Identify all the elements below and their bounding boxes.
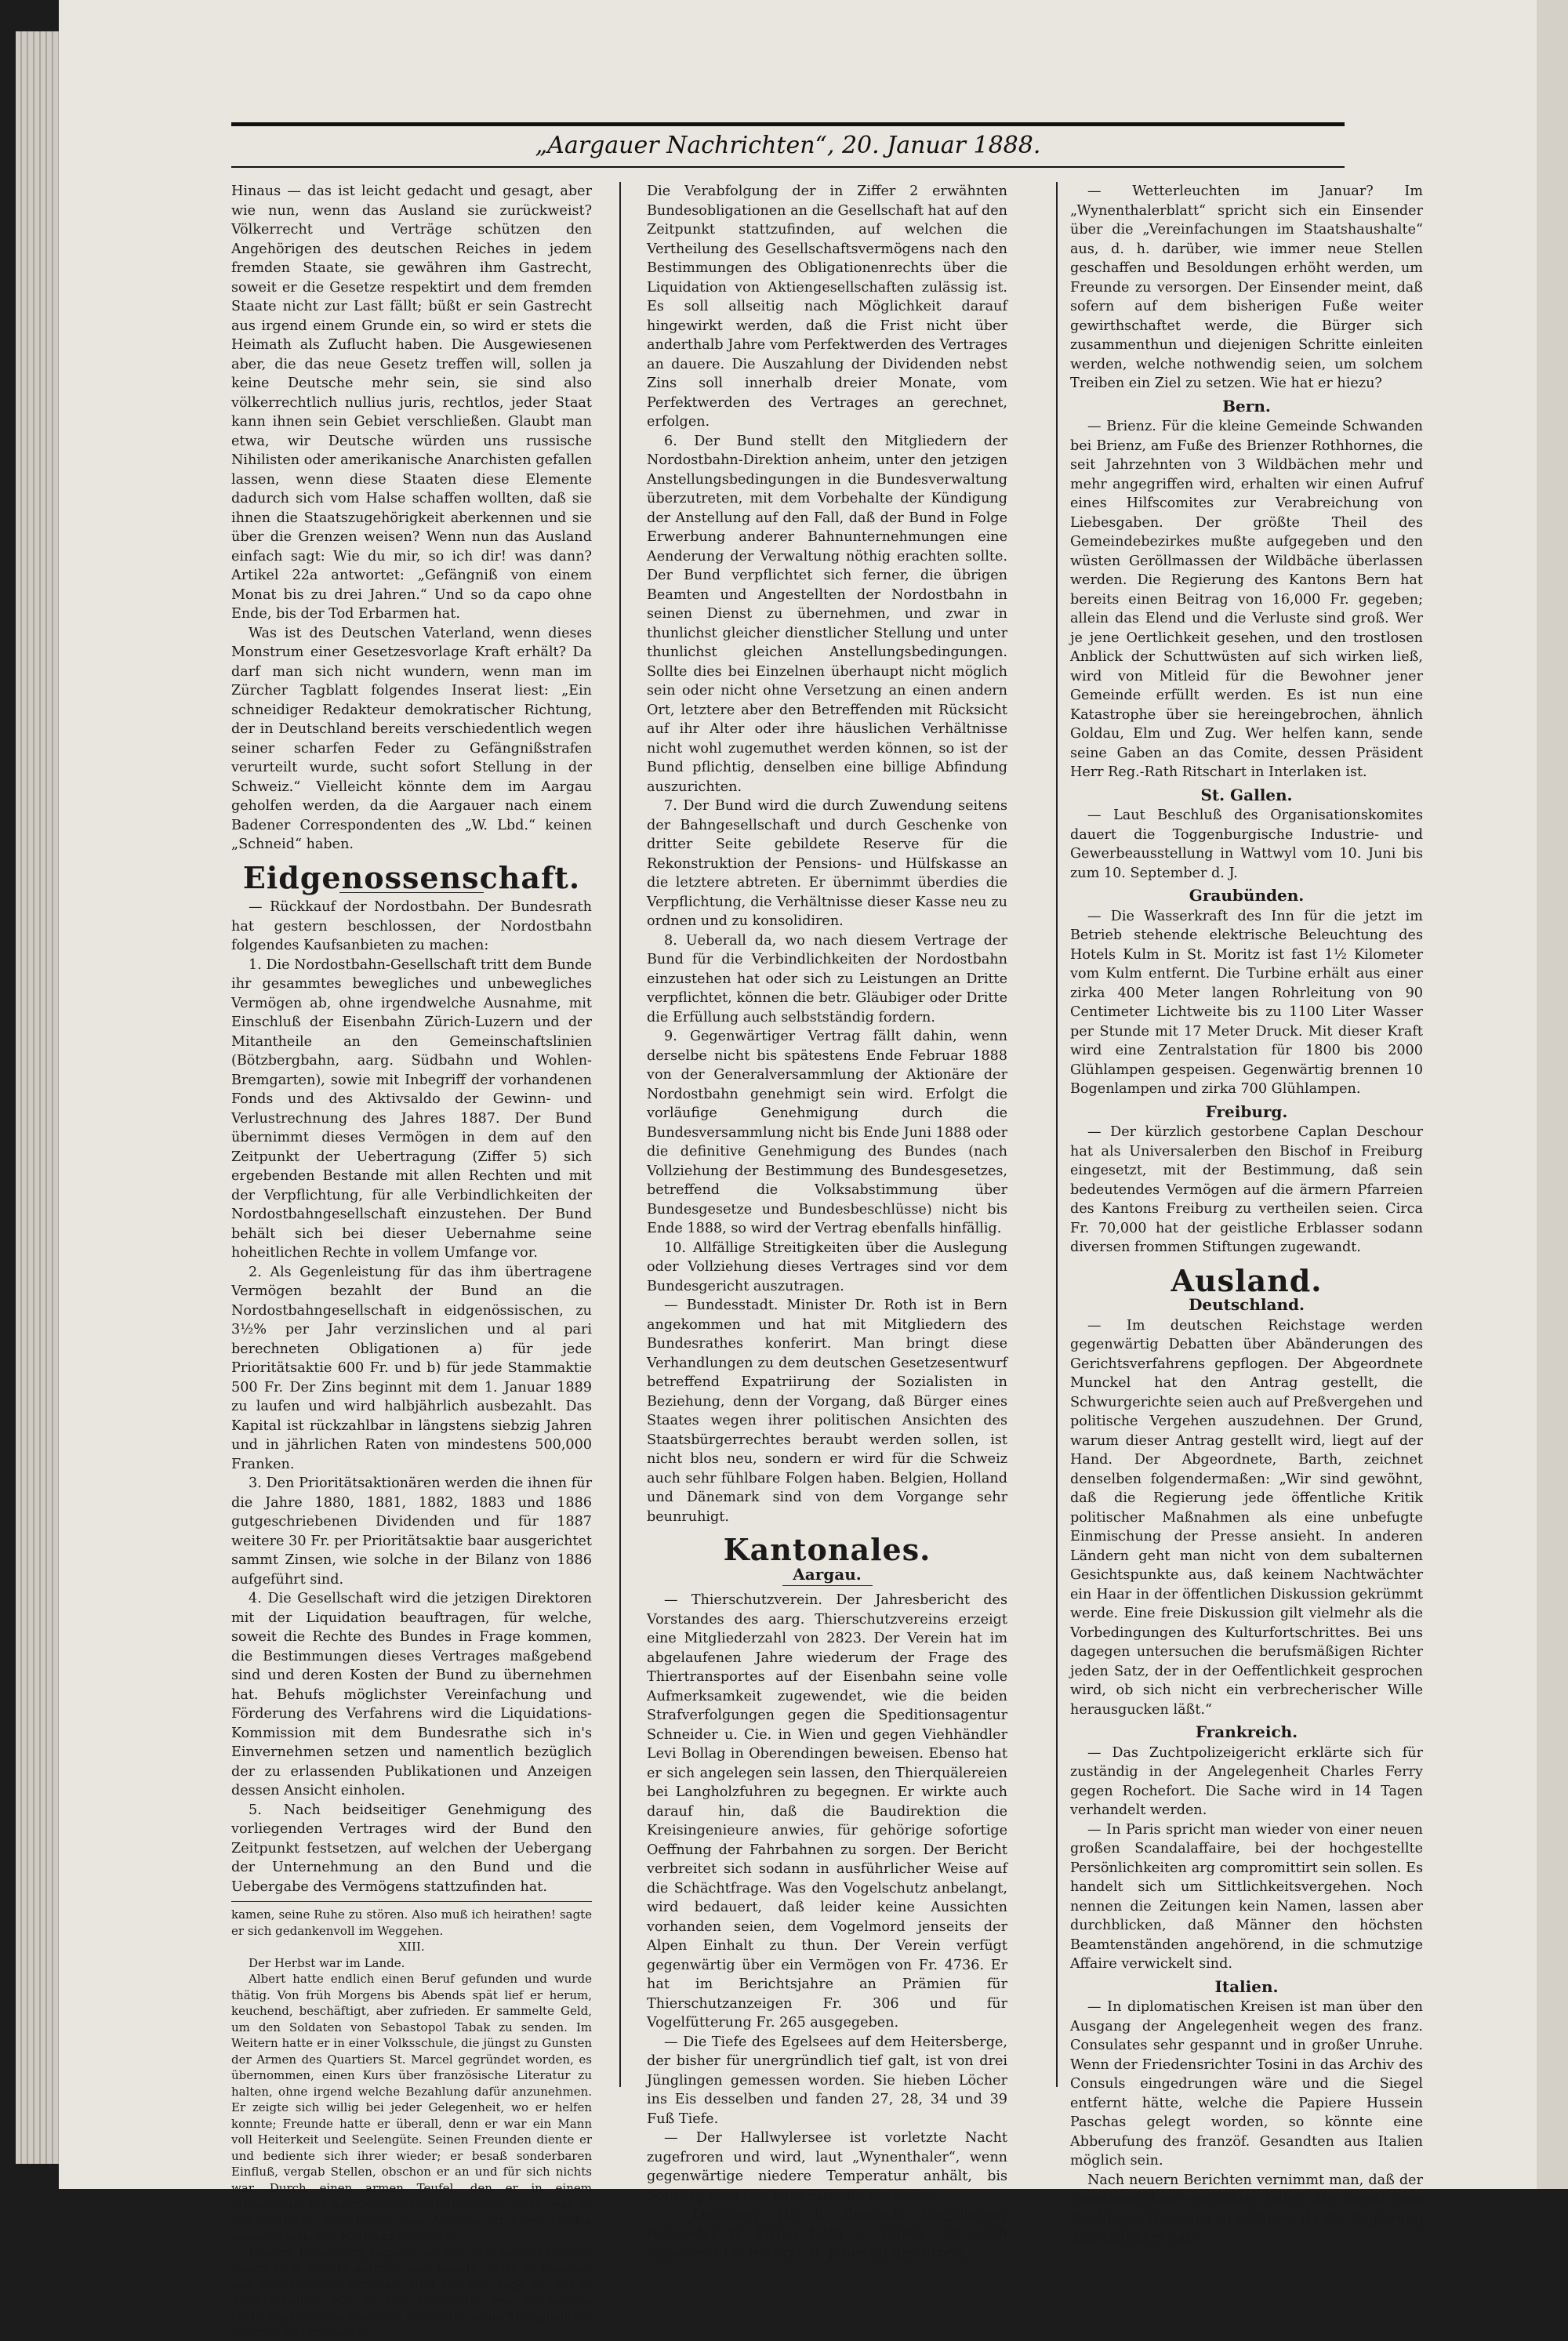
article-paragraph: — In diplomatischen Kreisen ist man über den Ausgang der Angelegenheit wegen des franz. Consulates sehr gespannt und in großer Unruhe. Wenn der Friedensrichter Tosini in das Archiv des Consuls eingedrungen wäre und die Siegel entfernt hätte, welche die Papiere Hussein Paschas gelegt worden, so könnte eine Abberufung des franzöf. Gesandten aus Italien möglich sein. bbox=[1070, 1999, 1423, 2169]
article-paragraph: 1. Die Nordostbahn-Gesellschaft tritt dem Bunde ihr gesammtes bewegliches und unbewegliches Vermögen ab, ohne irgendwelche Ausnahme, mit Einschluß der Eisenbahn Zürich-Luzern und der Mitantheile an den Gemeinschaftslinien (Bötzbergbahn, aarg. Südbahn und Wohlen-Bremgarten), sowie mit Inbegriff der vorhandenen Fonds und des Aktivsaldo der Gewinn- und Verlustrechnung des Jahres 1887. Der Bund übernimmt dieses Vermögen in dem auf den Zeitpunkt der Uebertragung (Ziffer 5) sich ergebenden Bestande mit allen Rechten und mit der Verpflichtung, für alle Verbindlichkeiten der Nordostbahngesellschaft einzustehen. Der Bund behält sich bei dieser Uebernahme seine hoheitlichen Rechte in vollem Umfange vor. bbox=[231, 956, 592, 1261]
subsection-heading: Freiburg. bbox=[1205, 1102, 1288, 1121]
article-paragraph: — Rückkauf der Nordostbahn. Der Bundesrath hat gestern beschlossen, der Nordostbahn folgendes Kaufsanbieten zu machen: bbox=[231, 899, 592, 953]
feuilleton-paragraph: Der Herbst war im Lande. bbox=[249, 1955, 405, 1970]
subsection-heading: St. Gallen. bbox=[1200, 785, 1293, 804]
feuilleton-chapter: XIII. bbox=[398, 1940, 425, 1954]
feuilleton-paragraph: Unsern Bekannten Rigault, so wie alle seine Freunde, denen er in Nichts nützlich sein konnte, hatte er gänzlich aus dem Gesichte verloren. Und von den Tage an, wo er Alles erhalten, was er sich vorgesetzt, war sie seinem Gedächtnisse entschwunden, da er für seine Thätigkeit ein anderes Ziel gefunden. bbox=[231, 2245, 592, 2339]
feuilleton-paragraph: Albert hatte endlich einen Beruf gefunden und wurde thätig. Von früh Morgens bis Abends spät lief er herum, keuchend, beschäftigt, aber zufrieden. Er sammelte Geld, um den Soldaten von Sebastopol Tabak zu senden. Im Weitern hatte er in einer Volksschule, die jüngst zu Gunsten der Armen des Quartiers St. Marcel gegründet worden, es übernommen, einen Kurs über französische Literatur zu halten, ohne irgend welche Bezahlung dafür anzunehmen. Er zeigte sich willig bei jeder Gelegenheit, wo er helfen konnte; Freunde hatte er überall, denn er war ein Mann voll Heiterkeit und Seelengüte. Seinen Freunden diente er und bediente sich ihrer wieder; er besaß sonderbaren Einfluß, vergab Stellen, obschon er an und für sich nichts war. Durch einen armen Teufel, den er in einem Ministerium als Kanzleidiener untergebracht hatte, war es ihm geglückt, vom Kaiser eine Audienz für einen Genfer auszuwirken, den Millionär geworden. bbox=[231, 1972, 592, 2243]
column-1 bbox=[231, 182, 592, 2339]
article-paragraph: — Wetterleuchten im Januar? Im „Wynenthalerblatt“ spricht sich ein Einsender über die „Vereinfachungen im Staatshaushalte“ aus, d. h. darüber, wie immer neue Stellen geschaffen und Besoldungen erhöht werden, um Freunde zu versorgen. Der Einsender meint, daß sofern auf dem bisherigen Fuße weiter gewirthschaftet werde, die Bürger sich zusammenthun und diejenigen Schritte einleiten werden, welche nothwendig seien, um solchem Treiben ein Ziel zu setzen. Wie hat er hiezu? bbox=[1070, 183, 1423, 391]
article-paragraph: Hinaus — das ist leicht gedacht und gesagt, aber wie nun, wenn das Ausland sie zurückweist? Völkerrecht und Verträge schützen den Angehörigen des deutschen Reiches in jedem fremden Staate, sie gewähren ihm Gastrecht, soweit er die Gesetze respektirt und dem fremden Staate nicht zur Last fällt; büßt er sein Gastrecht aus irgend einem Grunde ein, so wird er stets die Heimath als Zuflucht haben. Die Ausgewiesenen aber, die das neue Gesetz treffen will, sollen ja keine Deutsche mehr sein, sie sind also völkerrechtlich nullius juris, rechtlos, jeder Staat kann ihnen sein Gebiet verschließen. Glaubt man etwa, wir Deutsche würden uns russische Nihilisten oder amerikanische Anarchisten gefallen lassen, wenn diese Staaten diese Elemente dadurch sich vom Halse schaffen wollten, daß sie ihnen die Staatszugehörigkeit aberkennen und sie über die Grenzen weisen? Wenn nun das Ausland einfach sagt: Wie du mir, so ich dir! was dann? Artikel 22a antwortet: „Gefängniß von einem Monat bis zu drei Jahren.“ Und so da capo ohne Ende, bis der Tod Erbarmen hat. bbox=[231, 183, 592, 622]
subsection-heading: Italien. bbox=[1214, 1976, 1279, 1996]
article-paragraph: — Das Zuchtpolizeigericht erklärte sich für zuständig in der Angelegenheit Charles Ferry gegen Rochefort. Die Sache wird in 14 Tagen verhandelt werden. bbox=[1070, 1744, 1423, 1818]
article-paragraph: Nach neuern Berichten vernimmt man, daß der Friedensrichter verzichtet habe, die Siegel vom Nachlasse Husseins zu nehmen, da die Regierung dies befohlen habe. bbox=[1070, 2172, 1423, 2245]
article-paragraph: — Laut Beschluß des Organisationskomites dauert die Toggenburgische Industrie- und Gewerbeausstellung in Wattwyl vom 10. Juni bis zum 10. September d. J. bbox=[1070, 808, 1423, 881]
divider bbox=[782, 1585, 873, 1586]
page-header bbox=[231, 118, 1345, 171]
article-paragraph: — Die Tiefe des Egelsees auf dem Heitersberge, der bisher für unergründlich tief galt, ist von drei Jünglingen gemessen worden. Sie hieben Löcher ins Eis desselben und fanden 27, 28, 34 und 39 Fuß Tiefe. bbox=[647, 2034, 1007, 2127]
article-paragraph: Die Verabfolgung der in Ziffer 2 erwähnten Bundesobligationen an die Gesellschaft hat auf den Zeitpunkt stattzufinden, auf welchen die Vertheilung des Gesellschaftsvermögens nach den Bestimmungen des Obligationenrechts über die Liquidation von Aktiengesellschaften zulässig ist. Es soll allseitig nach Möglichkeit darauf hingewirkt werden, daß die Frist nicht über anderthalb Jahre vom Perfektwerden des Vertrages an dauere. Die Auszahlung der Dividenden nebst Zins soll innerhalb dreier Monate, vom Perfektwerden des Vertrages an gerechnet, erfolgen. bbox=[647, 183, 1007, 430]
article-paragraph: Was ist des Deutschen Vaterland, wenn dieses Monstrum einer Gesetzesvorlage Kraft erhält? Da darf man sich nicht wundern, wenn man im Zürcher Tagblatt folgendes Inserat liest: „Ein schneidiger Redakteur demokratischer Richtung, der in Deutschland bereits verschiedentlich wegen seiner scharfen Feder zu Gefängnißstrafen verurteilt wurde, sucht sofort Stellung in der Schweiz.“ Vielleicht könnte dem im Aargau geholfen werden, da die Aargauer nach einem Badener Correspondenten des „W. Lbd.“ keinen „Schneid“ haben. bbox=[231, 625, 592, 852]
article-paragraph: 8. Ueberall da, wo nach diesem Vertrage der Bund für die Verbindlichkeiten der Nordostbahn einzustehen hat oder sich zu Leistungen an Dritte verpflichtet, können die betr. Gläubiger oder Dritte die Erfüllung auch selbstständig fordern. bbox=[647, 932, 1007, 1025]
subsection-heading: Graubünden. bbox=[1189, 886, 1305, 905]
article-paragraph: 3. Den Prioritätsaktionären werden die ihnen für die Jahre 1880, 1881, 1882, 1883 und 1886 gutgeschriebenen Dividenden und für 1887 weitere 30 Fr. per Prioritätsaktie baar ausgerichtet sammt Zinsen, wie solche in der Bilanz von 1886 aufgeführt sind. bbox=[231, 1475, 592, 1588]
article-paragraph: 2. Als Gegenleistung für das ihm übertragene Vermögen bezahlt der Bund an die Nordostbahngesellschaft in eidgenössischen, zu 3½% per Jahr verzinslichen und al pari berechneten Obligationen a) für jede Prioritätsaktie 600 Fr. und b) für jede Stammaktie 500 Fr. Der Zins beginnt mit dem 1. Januar 1889 zu laufen und wird halbjährlich ausbezahlt. Das Kapital ist rückzahlbar in längstens siebzig Jahren und in jährlichen Raten von mindestens 500,000 Franken. bbox=[231, 1264, 592, 1472]
column-divider bbox=[619, 182, 621, 2087]
article-paragraph: — Lenzburg. Hr. B. Bonäsch, langjähriger Reisender in Firma Roth u. Comp., ist nach schwerem Leiden erst 48 Jahre alt gestorben. bbox=[647, 2207, 1007, 2261]
article-paragraph: — Im deutschen Reichstage werden gegenwärtig Debatten über Abänderungen des Gerichtsverfahrens gepflogen. Der Abgeordnete Munckel hat den Antrag gestellt, die Schwurgerichte seien auch auf Preßvergehen und politische Vergehen auszudehnen. Der Grund, warum dieser Antrag gestellt wird, liegt auf der Hand. Der Abgeordnete, Barth, zeichnet denselben folgendermaßen: „Wir sind gewöhnt, daß die Regierung jede öffentliche Kritik politischer Maßnahmen als eine unbefugte Einmischung der Presse ansieht. In anderen Ländern geht man nicht von dem subalternen Gesichtspunkte aus, daß keinem Nachtwächter ein Haar in der öffentlichen Diskussion gekrümmt werde. Eine freie Diskussion gilt vielmehr als die Vorbedingungen des Kulturfortschrittes. Bei uns dagegen untersuchen die berufsmäßigen Richter jeden Satz, der in der Oeffentlichkeit gesprochen wird, ob sich nicht ein verbrecherischer Wille herausgucken läßt.“ bbox=[1070, 1317, 1423, 1718]
feuilleton-paragraph: kamen, seine Ruhe zu stören. Also muß ich heirathen! sagte er sich gedankenvoll im Weggehen. bbox=[231, 1907, 592, 1938]
article-paragraph: 10. Allfällige Streitigkeiten über die Auslegung oder Vollziehung dieses Vertrages sind vor dem Bundesgericht auszutragen. bbox=[647, 1239, 1007, 1294]
article-paragraph: 6. Der Bund stellt den Mitgliedern der Nordostbahn-Direktion anheim, unter den jetzigen Anstellungsbedingungen in die Bundesverwaltung überzutreten, mit dem Vorbehalte der Kündigung der Anstellung auf den Fall, daß der Bund in Folge Erwerbung anderer Bahnunternehmungen eine Aenderung der Verwaltung nöthig erachten sollte. Der Bund verpflichtet sich ferner, die übrigen Beamten und Angestellten der Nordostbahn in seinen Dienst zu übernehmen, und zwar in thunlichst gleicher dienstlicher Stellung und unter thunlichst gleichen Anstellungsbedingungen. Sollte dies bei Einzelnen überhaupt nicht möglich sein oder nicht ohne Versetzung an einen andern Ort, letztere aber den Betreffenden mit Rücksicht auf ihr Alter oder ihre häuslichen Verhältnisse nicht wohl zugemuthet werden können, so ist der Bund pflichtig, denselben eine billige Abfindung auszurichten. bbox=[647, 433, 1007, 795]
subsection-heading: Bern. bbox=[1222, 396, 1271, 416]
column-divider bbox=[1056, 182, 1058, 2087]
article-paragraph: — Die Wasserkraft des Inn für die jetzt im Betrieb stehende elektrische Beleuchtung des Hotels Kulm in St. Moritz ist fast 1½ Kilometer vom Kulm entfernt. Die Turbine erhält aus einer zirka 400 Meter langen Rohrleitung von 90 Centimeter Lichtweite bis zu 1100 Liter Wasser per Stunde mit 17 Meter Druck. Mit dieser Kraft wird eine Zentralstation für 1800 bis 2000 Glühlampen gespeisen. Gegenwärtig brennen 10 Bogenlampen und zirka 700 Glühlampen. bbox=[1070, 908, 1423, 1097]
article-paragraph: 7. Der Bund wird die durch Zuwendung seitens der Bahngesellschaft und durch Geschenke von dritter Seite gebildete Reserve für die Rekonstruktion der Pensions- und Hülfskasse an die letztere abtreten. Er übernimmt überdies die Verpflichtung, die Verhältnisse dieser Kasse neu zu ordnen und zu konsolidiren. bbox=[647, 798, 1007, 929]
section-heading: Eidgenossenschaft. bbox=[242, 859, 581, 895]
article-paragraph: 9. Gegenwärtiger Vertrag fällt dahin, wenn derselbe nicht bis spätestens Ende Februar 1888 von der Generalversammlung der Aktionäre der Nordostbahn genehmigt sein wird. Erfolgt die vorläufige Genehmigung durch die Bundesversammlung nicht bis Ende Juni 1888 oder die definitive Genehmigung des Bundes (nach Vollziehung der Bestimmung des Bundesgesetzes, betreffend die Volksabstimmung über Bundesgesetze und Bundesbeschlüsse) nicht bis Ende 1888, so wird der Vertrag ebenfalls hinfällig. bbox=[647, 1029, 1007, 1236]
article-paragraph: — Der kürzlich gestorbene Caplan Deschour hat als Universalerben den Bischof in Freiburg eingesetzt, mit der Bestimmung, daß sein bedeutendes Vermögen auf die ärmern Pfarreien des Kantons Freiburg zu vertheilen seien. Circa Fr. 70,000 hat der geistliche Erblasser sodann diversen frommen Stiftungen zugewandt. bbox=[1070, 1124, 1423, 1255]
article-paragraph: — Brienz. Für die kleine Gemeinde Schwanden bei Brienz, am Fuße des Brienzer Rothhornes, die seit Jahrzehnten von 3 Wildbächen mehr und mehr angegriffen wird, erhalten wir einen Aufruf eines Hilfscomites zur Verabreichung von Liebesgaben. Der größte Theil des Gemeindebezirkes mußte aufgegeben und den wüsten Geröllmassen der Wildbäche überlassen werden. Die Regierung des Kantons Bern hat bereits einen Beitrag von 16,000 Fr. gegeben; allein das Elend und die Verluste sind groß. Wer je jene Oertlichkeit gesehen, und den trostlosen Anblick der Schuttwüsten auf sich wirken ließ, wird von Mitleid für die Bewohner jener Gemeinde erfüllt werden. Es ist nun eine Katastrophe über sie hereingebrochen, ähnlich Goldau, Elm und Zug. Wer helfen kann, sende seine Gaben an das Comite, dessen Präsident Herr Reg.-Rath Ritschart in Interlaken ist. bbox=[1070, 419, 1423, 780]
page-right-edge bbox=[1537, 0, 1568, 2189]
header-rule-top bbox=[231, 122, 1345, 126]
article-paragraph: 4. Die Gesellschaft wird die jetzigen Direktoren mit der Liquidation beauftragen, für welche, soweit die Rechte des Bundes in Frage kommen, die Bestimmungen dieses Vertrages maßgebend sind und deren Kosten der Bund zu übernehmen hat. Behufs möglichster Vereinfachung und Förderung des Verfahrens wird die Liquidations-Kommission mit dem Bundesrathe sich in's Einvernehmen setzen und namentlich bezüglich der zu erlassenden Publikationen und Anzeigen dessen Ansicht einholen. bbox=[231, 1591, 592, 1798]
newspaper-title: „Aargauer Nachrichten“, 20. Januar 1888. bbox=[535, 132, 1041, 159]
subsection-heading: Deutschland. bbox=[1189, 1295, 1305, 1314]
subsection-heading: Frankreich. bbox=[1195, 1722, 1298, 1741]
column-3 bbox=[1070, 182, 1423, 2245]
article-paragraph: 5. Nach beidseitiger Genehmigung des vorliegenden Vertrages wird der Bund den Zeitpunkt festsetzen, auf welchen der Uebergang der Unternehmung an den Bund und die Uebergabe des Vermögens stattzufinden hat. bbox=[231, 1802, 592, 1895]
article-paragraph: — Thierschutzverein. Der Jahresbericht des Vorstandes des aarg. Thierschutzvereins erzeigt eine Mitgliederzahl von 2823. Der Verein hat im abgelaufenen Jahre wiederum der Frage des Thiertransportes auf der Eisenbahn seine volle Aufmerksamkeit zugewendet, wie die beiden Strafverfolgungen gegen die Speditionsagentur Schneider u. Cie. in Wien und gegen Viehhändler Levi Bollag in Oberendingen beweisen. Ebenso hat er sich angelegen sein lassen, den Thierquälereien bei Langholzfuhren zu begegnen. Er wirkte auch darauf hin, daß die Baudirektion die Kreisingenieure anwies, für gehörige sofortige Oeffnung der Fahrbahnen zu sorgen. Der Bericht verbreitet sich sodann in ausführlicher Weise auf die Schächtfrage. Was den Vogelschutz anbelangt, wird bedauert, daß leider keine Aussichten vorhanden seien, dem Vogelmord jenseits der Alpen Einhalt zu thun. Der Verein verfügt gegenwärtig über ein Vermögen von Fr. 4736. Er hat im Berichtsjahre an Prämien für Thierschutzanzeigen Fr. 306 und für Vogelfütterung Fr. 265 ausgegeben. bbox=[647, 1592, 1007, 2031]
article-paragraph: — Der Hallwylersee ist vorletzte Nacht zugefroren und wird, laut „Wynenthaler“, wenn gegenwärtige niedere Temperatur anhält, bis Sonntag eine fahrbare Eisbahn darbieten. bbox=[647, 2130, 1007, 2204]
feuilleton bbox=[231, 1907, 592, 2341]
column-2 bbox=[647, 182, 1007, 2261]
article-paragraph: — In Paris spricht man wieder von einer neuen großen Scandalaffaire, bei der hochgestellte Persönlichkeiten arg compromittirt sein sollen. Es handelt sich um Sittlichkeitsvergehen. Noch nennen die Zeitungen kein Namen, lassen aber durchblicken, daß Männer den höchsten Beamtenständen angehörend, in die schmutzige Affaire verwickelt sind. bbox=[1070, 1821, 1423, 1972]
feuilleton-divider bbox=[231, 1901, 592, 1902]
article-paragraph: — Bundesstadt. Minister Dr. Roth ist in Bern angekommen und hat mit Mitgliedern des Bundesrathes konferirt. Man bringt diese Verhandlungen zu dem deutschen Gesetzesentwurf betreffend Expatriirung der Sozialisten in Beziehung, denn der Vorgang, daß Bürger eines Staates wegen ihrer politischen Ansichten des Staatsbürgerrechtes beraubt werden sollen, ist nicht blos neu, sondern er wird für die Schweiz auch sehr fühlbare Folgen haben. Belgien, Holland und Dänemark sind von dem Vorgange sehr beunruhigt. bbox=[647, 1298, 1007, 1525]
subsection-heading: Aargau. bbox=[793, 1564, 862, 1584]
section-heading: Ausland. bbox=[1171, 1262, 1323, 1298]
header-rule-bottom bbox=[231, 166, 1345, 168]
section-heading: Kantonales. bbox=[723, 1532, 931, 1567]
